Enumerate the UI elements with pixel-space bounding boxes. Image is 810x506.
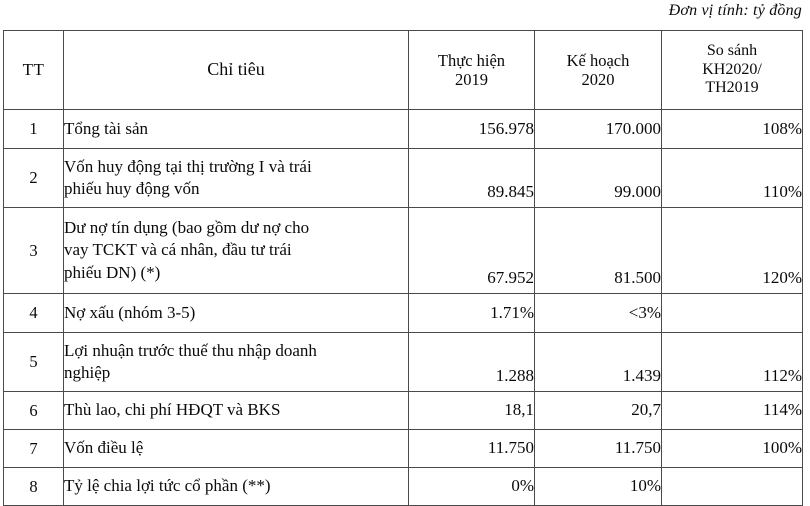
indicator-label-line: Tổng tài sản — [64, 118, 149, 138]
actual-2019-value: 18,1 — [409, 392, 535, 430]
plan-2020-value: <3% — [535, 294, 662, 333]
row-number: 1 — [4, 110, 64, 149]
comparison-value: 108% — [662, 110, 803, 149]
column-header-comparison-line3: TH2019 — [705, 79, 759, 97]
comparison-value: 120% — [662, 208, 803, 294]
plan-table-container — [3, 30, 802, 506]
indicator-label — [64, 149, 409, 208]
column-header-comparison-line1: So sánh — [706, 41, 758, 59]
indicator-label-line: phiếu huy động vốn — [64, 179, 200, 198]
column-header-actual-2019 — [409, 31, 535, 110]
indicator-label-line: Vốn điều lệ — [64, 438, 144, 458]
table-row — [4, 208, 803, 294]
column-header-actual-line2: 2019 — [455, 70, 488, 89]
table-row — [4, 392, 803, 430]
column-header-comparison-line2: KH2020/ — [702, 60, 762, 78]
row-number: 7 — [4, 430, 64, 468]
comparison-value — [662, 468, 803, 506]
column-header-indicator: Chỉ tiêu — [64, 31, 409, 110]
table-row — [4, 468, 803, 506]
column-header-actual-line1: Thực hiện — [437, 50, 506, 70]
actual-2019-value: 0% — [409, 468, 535, 506]
indicator-label — [64, 110, 409, 149]
comparison-value: 100% — [662, 430, 803, 468]
indicator-label — [64, 430, 409, 468]
column-header-plan-line1: Kế hoạch — [566, 50, 630, 70]
indicator-label-line: Vốn huy động tại thị trường I và trái — [64, 156, 312, 176]
indicator-label-line: vay TCKT và cá nhân, đầu tư trái — [64, 240, 292, 260]
comparison-value: 110% — [662, 149, 803, 208]
plan-2020-value: 99.000 — [535, 149, 662, 208]
column-header-plan-2020 — [535, 31, 662, 110]
table-row — [4, 110, 803, 149]
column-header-plan-line2: 2020 — [581, 70, 615, 89]
actual-2019-value: 11.750 — [409, 430, 535, 468]
unit-caption: Đơn vị tính: tỷ đồng — [668, 2, 802, 19]
comparison-value: 112% — [662, 333, 803, 392]
table-header — [4, 31, 803, 110]
indicator-label-line: nghiệp — [64, 363, 111, 382]
row-number: 5 — [4, 333, 64, 392]
comparison-value — [662, 294, 803, 333]
table-row — [4, 333, 803, 392]
row-number: 2 — [4, 149, 64, 208]
column-header-comparison — [662, 31, 803, 110]
plan-2020-value: 20,7 — [535, 392, 662, 430]
indicator-label — [64, 208, 409, 294]
indicator-label-line: Lợi nhuận trước thuế thu nhập doanh — [64, 340, 317, 360]
business-plan-table — [3, 30, 803, 506]
indicator-label — [64, 294, 409, 333]
indicator-label — [64, 468, 409, 506]
indicator-label-line: Tỷ lệ chia lợi tức cổ phần (**) — [64, 476, 271, 496]
indicator-label — [64, 333, 409, 392]
plan-2020-value: 81.500 — [535, 208, 662, 294]
actual-2019-value: 1.288 — [409, 333, 535, 392]
actual-2019-value: 156.978 — [409, 110, 535, 149]
actual-2019-value: 89.845 — [409, 149, 535, 208]
plan-2020-value: 170.000 — [535, 110, 662, 149]
indicator-label-line: Thù lao, chi phí HĐQT và BKS — [64, 400, 281, 420]
indicator-label — [64, 392, 409, 430]
column-header-tt: TT — [4, 31, 64, 110]
row-number: 4 — [4, 294, 64, 333]
header-row — [4, 31, 803, 110]
actual-2019-value: 67.952 — [409, 208, 535, 294]
table-row — [4, 149, 803, 208]
table-row — [4, 430, 803, 468]
indicator-label-line: Nợ xấu (nhóm 3-5) — [64, 302, 196, 322]
table-row — [4, 294, 803, 333]
actual-2019-value: 1.71% — [409, 294, 535, 333]
table-body — [4, 110, 803, 506]
plan-2020-value: 1.439 — [535, 333, 662, 392]
indicator-label-line: Dư nợ tín dụng (bao gồm dư nợ cho — [64, 218, 310, 238]
plan-2020-value: 11.750 — [535, 430, 662, 468]
row-number: 6 — [4, 392, 64, 430]
row-number: 8 — [4, 468, 64, 506]
comparison-value: 114% — [662, 392, 803, 430]
row-number: 3 — [4, 208, 64, 294]
plan-2020-value: 10% — [535, 468, 662, 506]
indicator-label-line: phiếu DN) (*) — [64, 262, 161, 282]
